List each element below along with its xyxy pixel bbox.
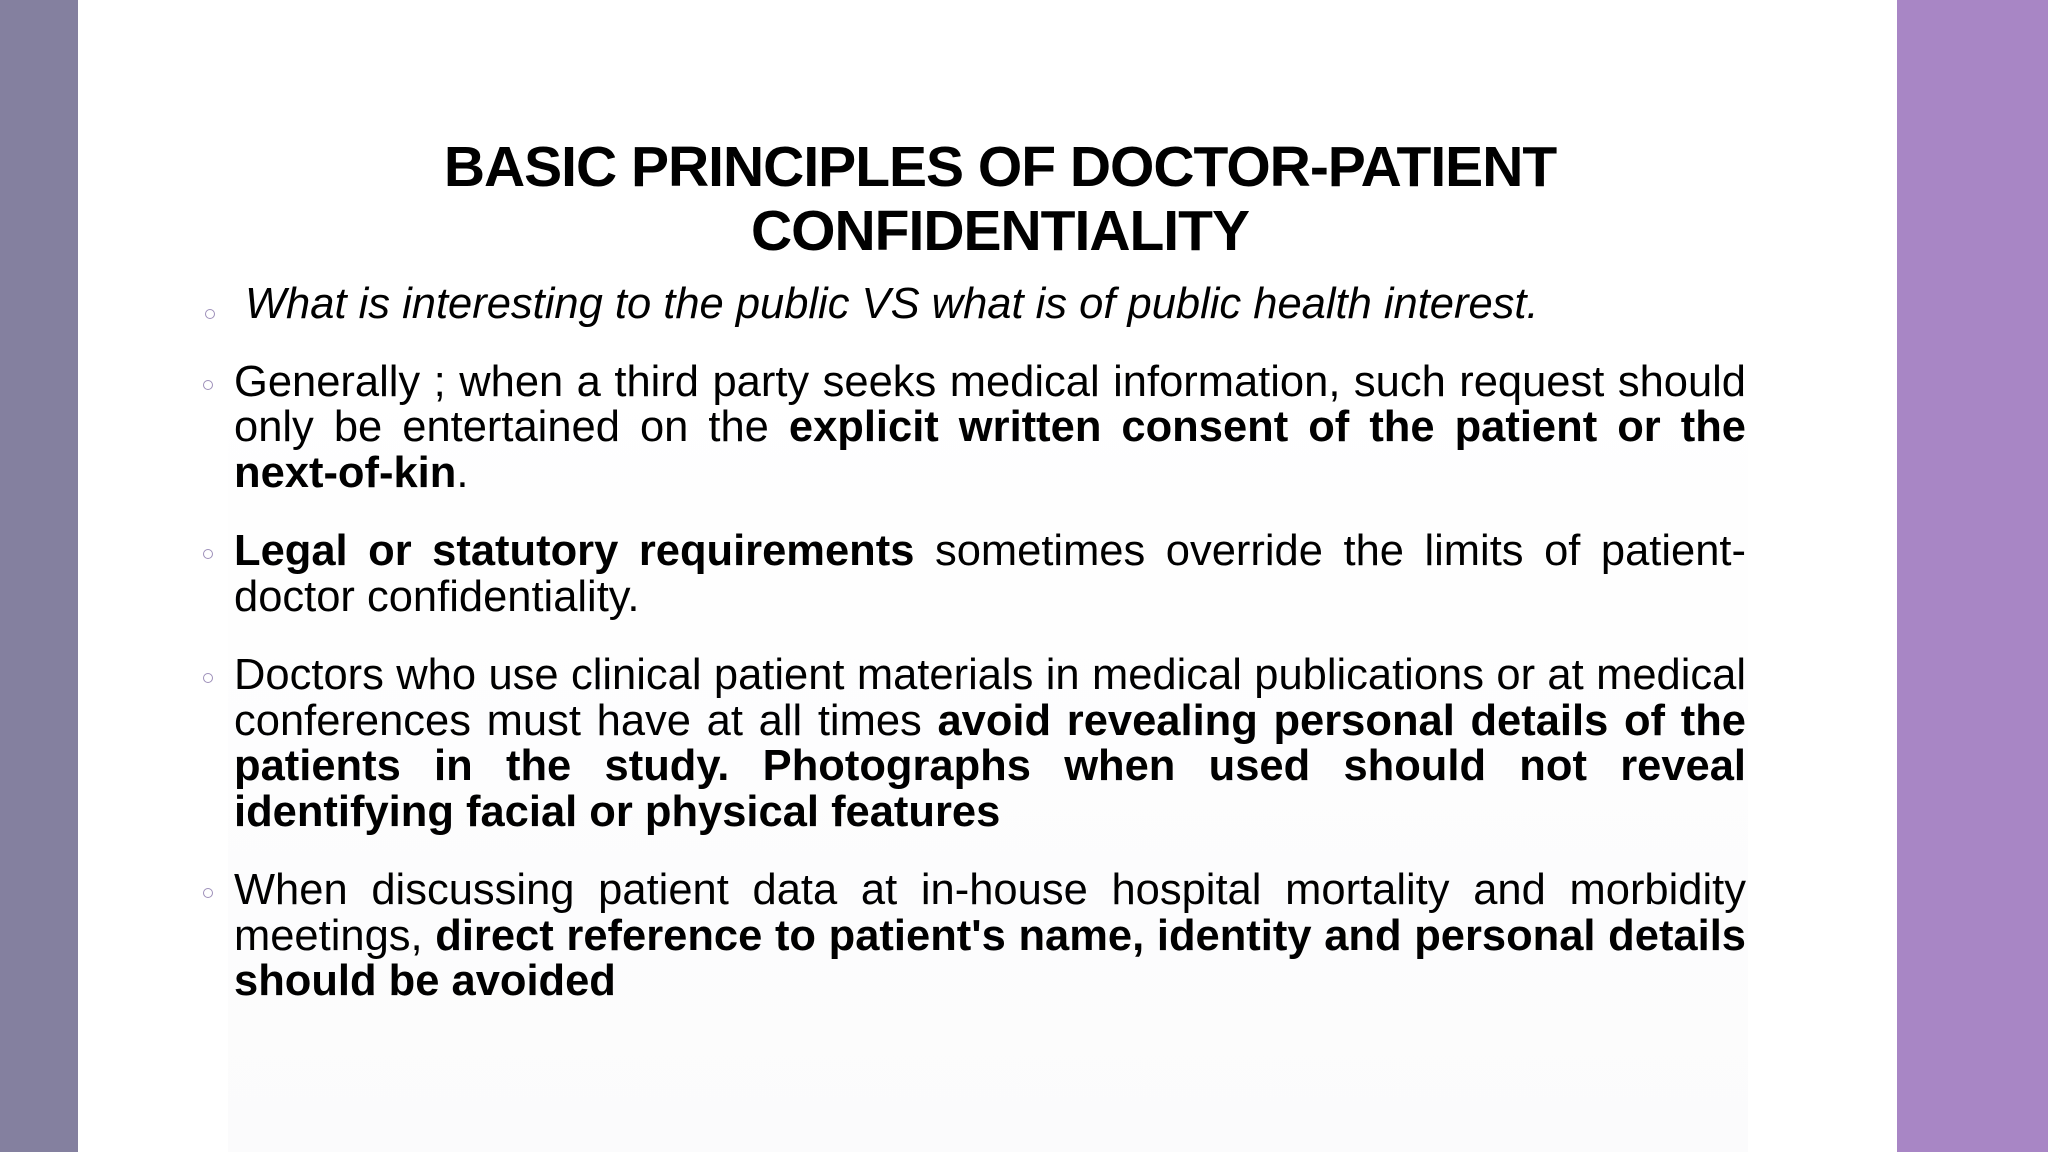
hollow-circle-bullet-icon xyxy=(205,309,215,319)
left-decorative-band xyxy=(0,0,78,1152)
bullet-text: When discussing patient data at in-house hospital mortality and morbidity meetings, xyxy=(234,866,1746,960)
bullet-item-public-interest xyxy=(245,282,1746,328)
slide-title-line-1: BASIC PRINCIPLES OF DOCTOR-PATIENT xyxy=(443,135,1557,199)
bullet-text: Doctors who use clinical patient materials in medical publications or at medical conferences must have at all times xyxy=(234,651,1746,745)
bullet-list xyxy=(200,282,1746,1005)
slide-title xyxy=(300,135,1700,263)
bullet-bold-text: direct reference to patient's name, identity and personal details should be avoided xyxy=(234,911,1746,1005)
hollow-circle-bullet-icon xyxy=(203,380,213,390)
bullet-text: What is interesting to the public VS what is of public health interest. xyxy=(245,280,1539,328)
hollow-circle-bullet-icon xyxy=(203,549,213,559)
bullet-item-third-party-consent xyxy=(200,357,1747,497)
bullet-item-publications xyxy=(200,653,1746,835)
bullet-bold-text: explicit written consent of the patient or the next-of-kin xyxy=(234,403,1747,497)
bullet-item-mortality-meetings xyxy=(200,868,1746,1005)
bullet-item-legal-requirements xyxy=(200,529,1746,620)
bullet-text: Generally ; when a third party seeks medical information, such request should only be entertained on the xyxy=(234,357,1746,451)
bullet-text: sometimes override the limits of patient-doctor confidentiality. xyxy=(234,527,1746,621)
bullet-bold-text: avoid revealing personal details of the patients in the study. Photographs when used should not reveal identifying facial or physical features xyxy=(234,696,1746,836)
hollow-circle-bullet-icon xyxy=(203,888,213,898)
hollow-circle-bullet-icon xyxy=(203,673,213,683)
bullet-bold-text: Legal or statutory requirements xyxy=(234,527,915,575)
right-decorative-band xyxy=(1897,0,2048,1152)
slide-title-line-2: CONFIDENTIALITY xyxy=(751,199,1249,263)
bullet-text-end: . xyxy=(456,448,469,497)
